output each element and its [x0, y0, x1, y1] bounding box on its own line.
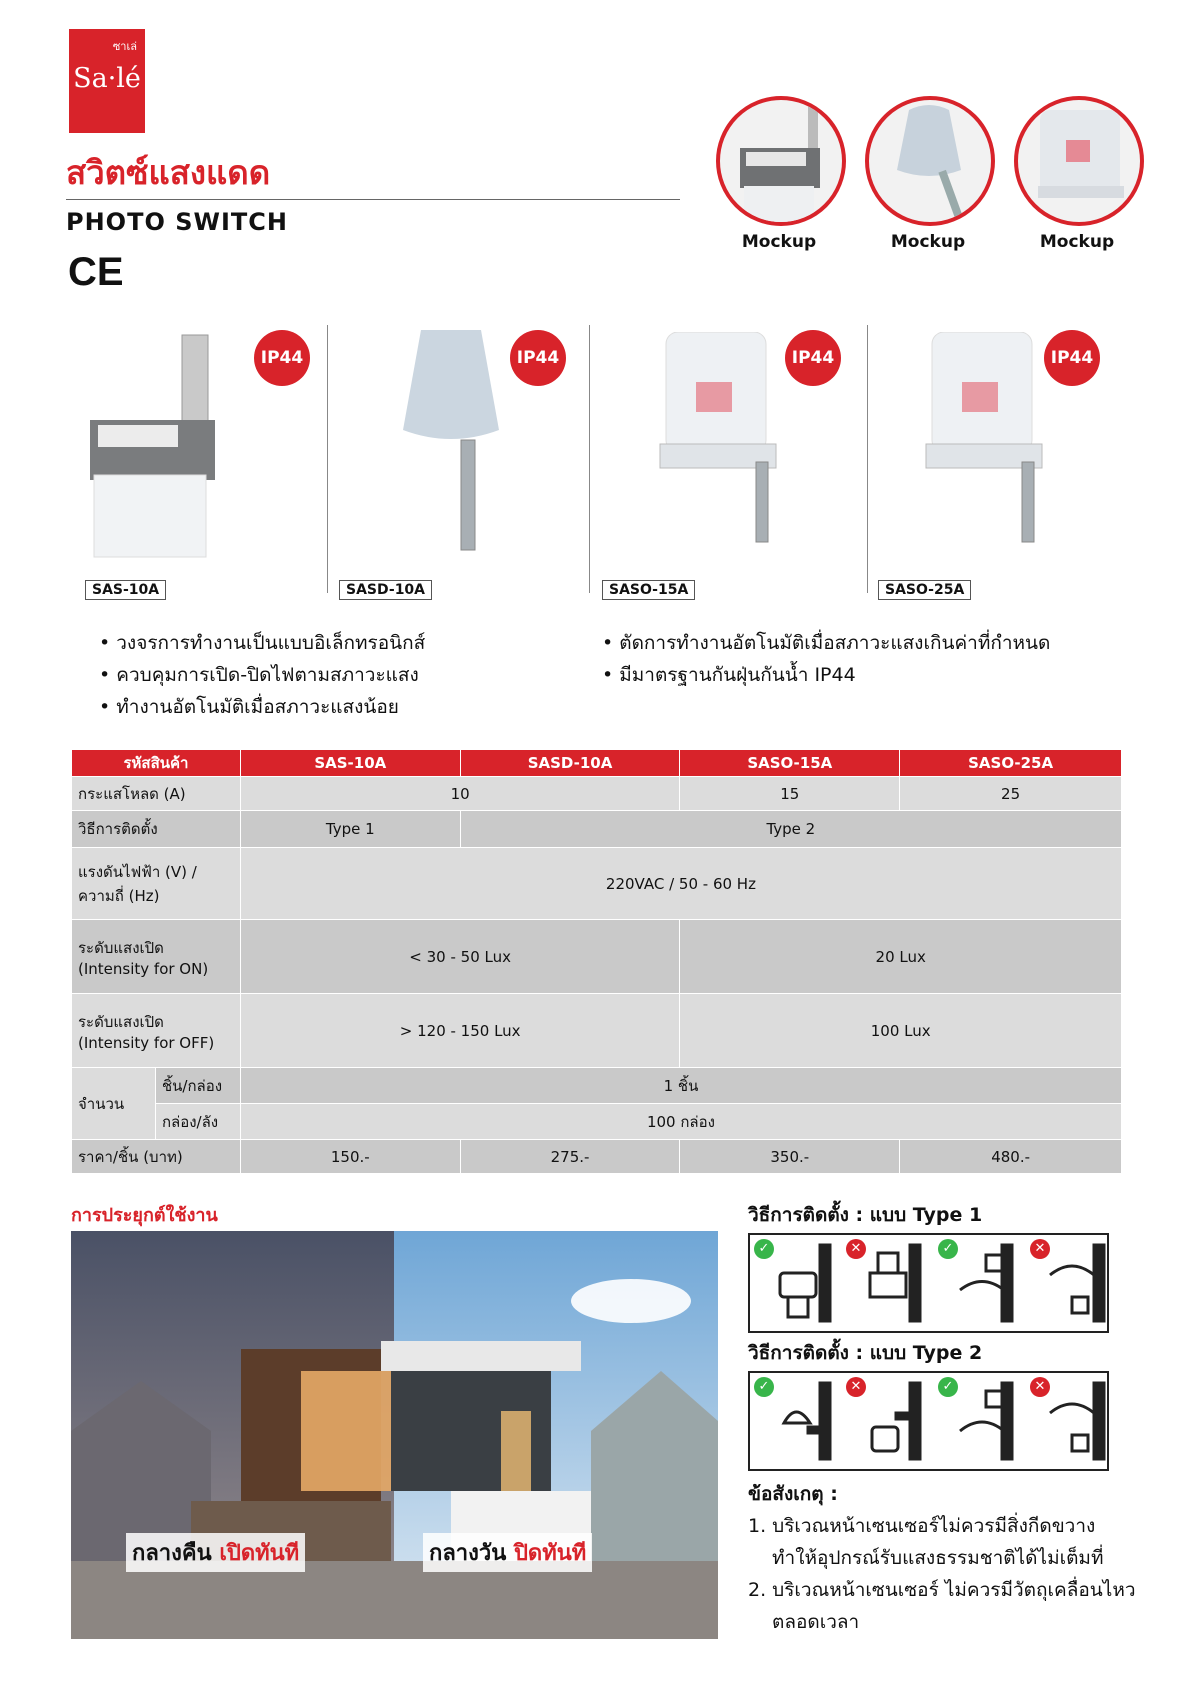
- row-qty-per-box: [72, 1068, 1122, 1104]
- header-sasd-10a: SASD-10A: [460, 750, 680, 777]
- cell-value: 1 ชิ้น: [240, 1068, 1121, 1104]
- row-label-line: (Intensity for ON): [78, 959, 209, 978]
- page-title-english: PHOTO SWITCH: [66, 208, 288, 236]
- title-divider: [66, 199, 680, 200]
- cell-value: Type 2: [460, 811, 1121, 848]
- notes-section: [748, 1478, 1158, 1638]
- row-label: จำนวน: [72, 1068, 156, 1140]
- brand-thai: ซาเล่: [112, 40, 137, 53]
- cross-icon: ✕: [1030, 1239, 1050, 1259]
- cell-value: > 120 - 150 Lux: [240, 994, 680, 1068]
- mockup-label-3: Mockup: [1039, 232, 1115, 252]
- row-label-line: ความถี่ (Hz): [78, 886, 160, 905]
- product-divider: [327, 325, 328, 593]
- cell-value: 350.-: [680, 1140, 900, 1174]
- row-sublabel: กล่อง/ลัง: [155, 1104, 240, 1140]
- product-code: SASO-25A: [878, 580, 971, 600]
- mockup-image-2: [865, 96, 995, 226]
- cell-value: < 30 - 50 Lux: [240, 920, 680, 994]
- page-title-thai: สวิตซ์แสงแดด: [66, 153, 271, 192]
- brand-name: Sa·lé: [73, 63, 141, 94]
- day-action: ปิดทันที: [513, 1541, 587, 1566]
- ip44-badge: IP44: [1044, 330, 1100, 386]
- mockup-label-2: Mockup: [890, 232, 966, 252]
- product-card-saso-25a: [872, 320, 1142, 600]
- cross-icon: ✕: [846, 1377, 866, 1397]
- row-voltage: [72, 848, 1122, 920]
- feature-item: • วงจรการทำงานเป็นแบบอิเล็กทรอนิกส์: [99, 627, 425, 659]
- install-type1-title: วิธีการติดตั้ง : แบบ Type 1: [748, 1204, 983, 1226]
- install-type1-diagram: [748, 1233, 1109, 1333]
- cross-icon: ✕: [1030, 1377, 1050, 1397]
- row-label-line: (Intensity for OFF): [78, 1033, 215, 1052]
- feature-item: • ตัดการทำงานอัตโนมัติเมื่อสภาวะแสงเกินค่าที่กำหนด: [602, 627, 1050, 659]
- install-type1-icons: [750, 1235, 1107, 1331]
- product-divider: [589, 325, 590, 593]
- cell-value: 10: [240, 777, 680, 811]
- day-label: กลางวัน: [429, 1541, 507, 1566]
- feature-item: • ควบคุมการเปิด-ปิดไฟตามสภาวะแสง: [99, 659, 425, 691]
- header-sas-10a: SAS-10A: [240, 750, 460, 777]
- feature-item: • มีมาตรฐานกันฝุ่นกันน้ำ IP44: [602, 659, 1050, 691]
- mockup-image-3: [1014, 96, 1144, 226]
- header-saso-15a: SASO-15A: [680, 750, 900, 777]
- cell-value: 25: [900, 777, 1122, 811]
- mockup-1: [716, 96, 842, 252]
- row-label-line: ระดับแสงเปิด: [78, 938, 164, 957]
- product-code: SASD-10A: [339, 580, 432, 600]
- check-icon: ✓: [938, 1239, 958, 1259]
- ip44-badge: IP44: [510, 330, 566, 386]
- row-qty-per-carton: [72, 1104, 1122, 1140]
- cross-icon: ✕: [846, 1239, 866, 1259]
- day-caption: [423, 1533, 592, 1572]
- spec-table: [71, 749, 1122, 1174]
- install-type2-title: วิธีการติดตั้ง : แบบ Type 2: [748, 1342, 983, 1364]
- ip44-badge: IP44: [254, 330, 310, 386]
- mockup-image-1: [716, 96, 846, 226]
- feature-item: • ทำงานอัตโนมัติเมื่อสภาวะแสงน้อย: [99, 691, 425, 723]
- cell-value: 480.-: [900, 1140, 1122, 1174]
- row-label: กระแสโหลด (A): [72, 777, 241, 811]
- row-label-line: ระดับแสงเปิด: [78, 1012, 164, 1031]
- mockup-2: [865, 96, 991, 252]
- ip44-badge: IP44: [785, 330, 841, 386]
- row-intensity-on: [72, 920, 1122, 994]
- cell-value: 100 Lux: [680, 994, 1122, 1068]
- mockup-label-1: Mockup: [741, 232, 817, 252]
- note-line: ทำให้อุปกรณ์รับแสงธรรมชาติได้ไม่เต็มที่: [772, 1547, 1104, 1569]
- note-line: ตลอดเวลา: [772, 1611, 860, 1633]
- row-label: [72, 920, 241, 994]
- product-image-sas-10a: [80, 325, 260, 565]
- product-card-saso-15a: [596, 320, 866, 600]
- application-photo: [71, 1231, 718, 1639]
- header-saso-25a: SASO-25A: [900, 750, 1122, 777]
- row-install: [72, 811, 1122, 848]
- install-type2-icons: [750, 1373, 1107, 1469]
- mockup-3: [1014, 96, 1140, 252]
- feature-list-left: [99, 627, 425, 723]
- row-current: [72, 777, 1122, 811]
- header-product-code: รหัสสินค้า: [72, 750, 241, 777]
- product-divider: [867, 325, 868, 593]
- cell-value: 220VAC / 50 - 60 Hz: [240, 848, 1121, 920]
- spec-header-row: [72, 750, 1122, 777]
- applications-title: การประยุกต์ใช้งาน: [71, 1205, 218, 1226]
- notes-title: ข้อสังเกตุ :: [748, 1483, 838, 1505]
- install-type2-diagram: [748, 1371, 1109, 1471]
- product-card-sasd-10a: [331, 320, 601, 600]
- note-line: 1. บริเวณหน้าเซนเซอร์ไม่ควรมีสิ่งกีดขวาง: [748, 1515, 1096, 1537]
- product-code: SAS-10A: [85, 580, 166, 600]
- row-label: วิธีการติดตั้ง: [72, 811, 241, 848]
- cell-value: 15: [680, 777, 900, 811]
- note-line: 2. บริเวณหน้าเซนเซอร์ ไม่ควรมีวัตถุเคลื่อนไหว: [748, 1579, 1136, 1601]
- night-label: กลางคืน: [132, 1541, 212, 1566]
- row-label: [72, 994, 241, 1068]
- cell-value: 150.-: [240, 1140, 460, 1174]
- cell-value: 100 กล่อง: [240, 1104, 1121, 1140]
- feature-list-right: [602, 627, 1050, 691]
- row-sublabel: ชิ้น/กล่อง: [155, 1068, 240, 1104]
- check-icon: ✓: [754, 1377, 774, 1397]
- row-label: ราคา/ชิ้น (บาท): [72, 1140, 241, 1174]
- brand-logo: [69, 29, 145, 133]
- night-caption: [126, 1533, 305, 1572]
- cell-value: Type 1: [240, 811, 460, 848]
- product-code: SASO-15A: [602, 580, 695, 600]
- cell-value: 275.-: [460, 1140, 680, 1174]
- row-intensity-off: [72, 994, 1122, 1068]
- row-label-line: แรงดันไฟฟ้า (V) /: [78, 862, 197, 881]
- ce-mark: CE: [68, 250, 124, 294]
- night-action: เปิดทันที: [219, 1541, 300, 1566]
- row-price: [72, 1140, 1122, 1174]
- row-label: [72, 848, 241, 920]
- check-icon: ✓: [938, 1377, 958, 1397]
- product-card-sas-10a: [75, 320, 345, 600]
- check-icon: ✓: [754, 1239, 774, 1259]
- cell-value: 20 Lux: [680, 920, 1122, 994]
